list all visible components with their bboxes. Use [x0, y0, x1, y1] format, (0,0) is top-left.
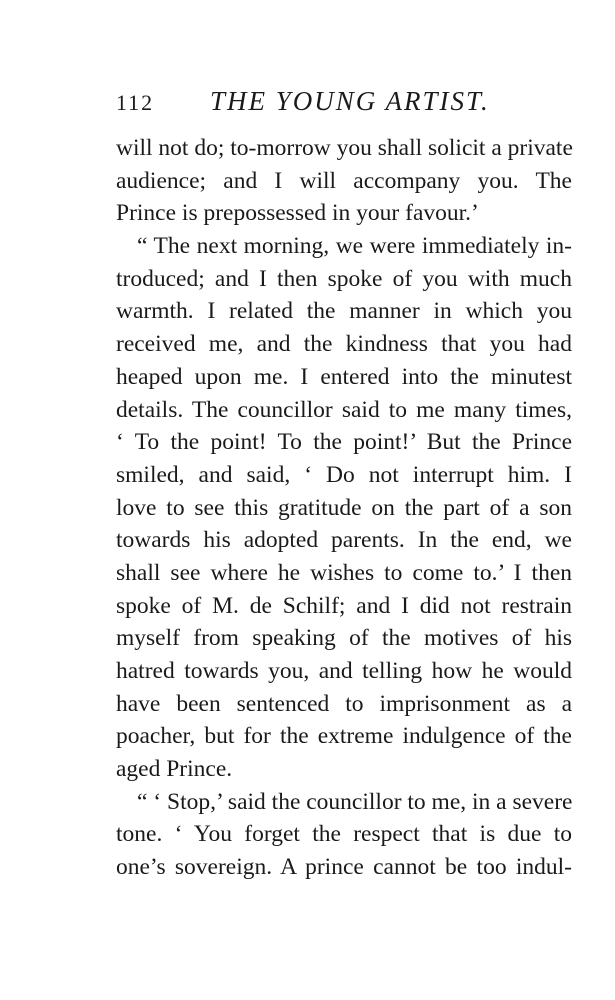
text-line: received me, and the kindness that you had: [116, 331, 572, 358]
page-header: [116, 86, 516, 122]
text-line: one’s sovereign. A prince cannot be too indul-: [116, 854, 572, 881]
text-line: audience; and I will accompany you. The: [116, 167, 572, 194]
text-line: spoke of M. de Schilf; and I did not restrain: [116, 592, 572, 619]
text-line: shall see where he wishes to come to.’ I then: [116, 559, 572, 586]
text-line: heaped upon me. I entered into the minutest: [116, 363, 572, 390]
text-line: ‘ To the point! To the point!’ But the Prince: [116, 429, 572, 456]
text-line: aged Prince.: [116, 756, 233, 783]
text-line: hatred towards you, and telling how he would: [116, 658, 572, 684]
text-line: warmth. I related the manner in which you: [116, 298, 572, 325]
running-head: THE YOUNG ARTIST.: [210, 86, 490, 116]
text-line: will not do; to-morrow you shall solicit a private: [116, 135, 573, 161]
text-line: smiled, and said, ‘ Do not interrupt him. I: [116, 461, 572, 488]
text-line: tone. ‘ You forget the respect that is due to: [116, 821, 572, 848]
body-text: [116, 132, 572, 884]
text-line: have been sentenced to imprisonment as a: [116, 690, 572, 717]
text-line: poacher, but for the extreme indulgence of the: [116, 723, 572, 750]
text-line: myself from speaking of the motives of his: [116, 625, 572, 652]
page-number: 112: [116, 90, 155, 115]
text-line: details. The councillor said to me many times,: [116, 396, 572, 423]
text-line: “ ‘ Stop,’ said the councillor to me, in a severe: [137, 788, 573, 815]
text-line: towards his adopted parents. In the end, we: [116, 527, 572, 554]
text-line: Prince is prepossessed in your favour.’: [116, 200, 479, 227]
text-line: troduced; and I then spoke of you with much: [116, 265, 572, 292]
text-line: “ The next morning, we were immediately in-: [137, 233, 572, 260]
text-line: love to see this gratitude on the part of a son: [116, 494, 572, 521]
